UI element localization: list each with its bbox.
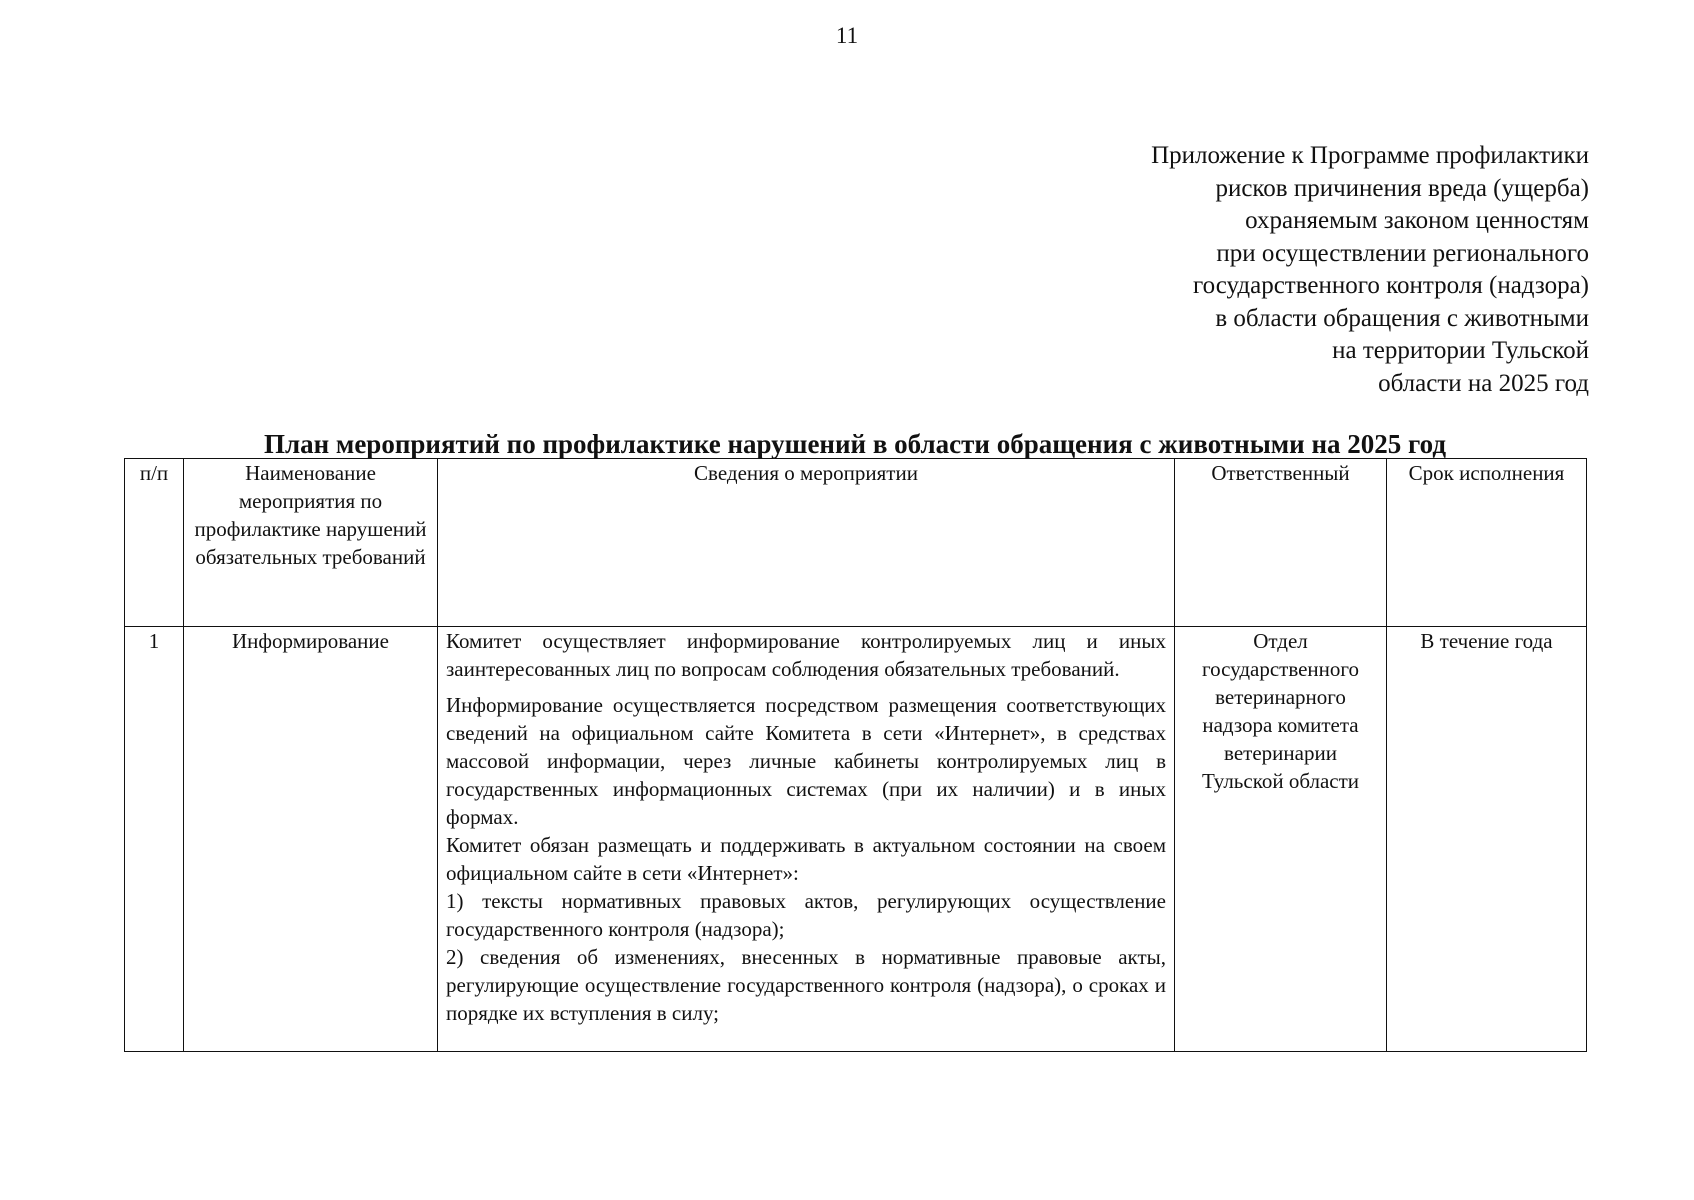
details-paragraph: Информирование осуществляется посредством размещения соответствующих сведений на официальном сайте Комитета в сети «Интернет», в средствах массовой информации, через личные кабинеты контролируемых лиц в государственных информационных системах (при их наличии) и в иных формах. [446,693,1166,829]
appendix-line: Приложение к Программе профилактики [1151,142,1589,169]
appendix-line: при осуществлении регионального [1216,239,1589,267]
details-list-item: 1) тексты нормативных правовых актов, регулирующих осуществление государственного контроля (надзора); [446,889,1166,941]
cell-name: Информирование [184,627,438,1052]
appendix-line: охраняемым законом ценностям [1245,207,1589,234]
header-deadline: Срок исполнения [1387,459,1587,627]
cell-deadline: В течение года [1387,627,1587,1052]
page-number: 11 [835,23,859,48]
header-responsible: Ответственный [1175,459,1387,627]
cell-details [438,627,1175,1052]
plan-title: План мероприятий по профилактике нарушений в области обращения с животными на 2025 год [263,429,1447,459]
table-row [125,627,1587,1052]
appendix-note [1029,140,1589,400]
appendix-line: на территории Тульской [1332,337,1589,364]
plan-table [124,458,1587,1052]
details-paragraph: Комитет осуществляет информирование контролируемых лиц и иных заинтересованных лиц по вопросам соблюдения обязательных требований. [446,629,1166,681]
appendix-line: в области обращения с животными [1215,304,1589,332]
cell-responsible: Отдел государственного ветеринарного надзора комитета ветеринарии Тульской области [1175,627,1387,1052]
appendix-line: государственного контроля (надзора) [1192,272,1589,299]
table-header-row [125,459,1587,627]
appendix-line: рисков причинения вреда (ущерба) [1215,174,1589,202]
header-details: Сведения о мероприятии [438,459,1175,627]
appendix-line: области на 2025 год [1378,369,1589,397]
header-name: Наименование мероприятия по профилактике нарушений обязательных требований [184,459,438,627]
cell-num: 1 [125,627,184,1052]
details-paragraph: Комитет обязан размещать и поддерживать в актуальном состоянии на своем официальном сайте в сети «Интернет»: [446,833,1166,885]
header-num: п/п [125,459,184,627]
details-list-item: 2) сведения об изменениях, внесенных в нормативные правовые акты, регулирующие осуществление государственного контроля (надзора), о сроках и порядке их вступления в силу; [446,945,1166,1025]
